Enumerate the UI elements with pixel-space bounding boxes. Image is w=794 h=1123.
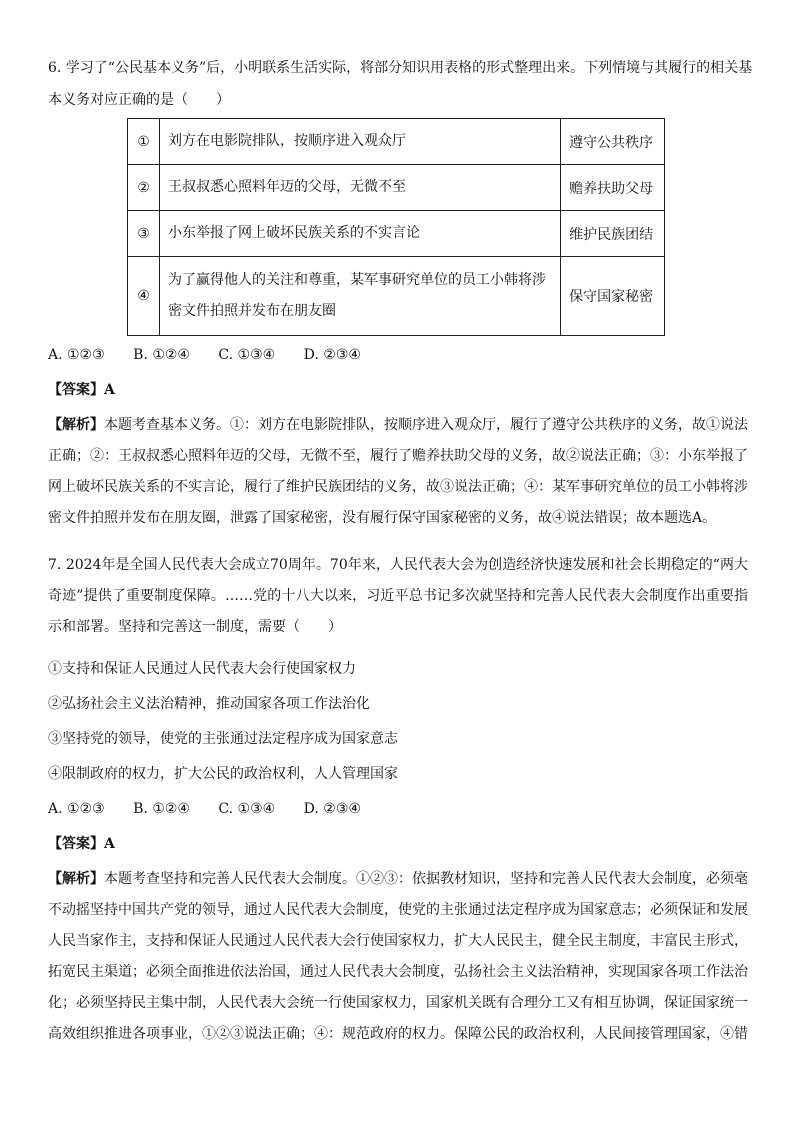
situation-cell: 王叔叔悉心照料年迈的父母，无微不至 (159, 165, 560, 211)
analysis-label: 【解析】 (48, 871, 104, 887)
q6-answer (48, 380, 115, 400)
option-d: D. ②③④ (303, 801, 361, 817)
q7-item-3: ③坚持党的领导，使党的主张通过法定程序成为国家意志 (48, 731, 398, 747)
answer-value: A (104, 382, 115, 398)
analysis-text: 本题考查坚持和完善人民代表大会制度。①②③：依据教材知识，坚持和完善人民代表大会制度，必须毫不动摇坚持中国共产党的领导，通过人民代表大会制度，使党的主张通过法定程序成为国家意志；必须保证和发展人民当家作主，支持和保证人民通过人民代表大会行使国家权力，扩大人民民主，健全民主制度，丰富民主形式，拓宽民主渠道；必须全面推进依法治国，通过人民代表大会制度，弘扬社会主义法治精神，实现国家各项工作法治化；必须坚持民主集中制，人民代表大会统一行使国家权力，国家机关既有合理分工又有相互协调，保证国家统一高效组织推进各项事业，①②③说法正确；④：规范政府的权力。保障公民的政治权利，人民间接管理国家，④错 (48, 871, 748, 1042)
option-c: C. ①③④ (218, 347, 276, 363)
option-a: A. ①②③ (48, 801, 105, 817)
option-b: B. ①②④ (133, 347, 190, 363)
q7-options (48, 799, 385, 819)
row-number: ② (128, 165, 160, 211)
row-number: ① (128, 119, 160, 165)
option-a: A. ①②③ (48, 347, 105, 363)
analysis-text: 本题考查基本义务。①：刘方在电影院排队，按顺序进入观众厅，履行了遵守公共秩序的义务，故①说法正确；②：王叔叔悉心照料年迈的父母，无微不至，履行了赡养扶助父母的义务，故②说法正确；③：小东举报了网上破坏民族关系的不实言论，履行了维护民族团结的义务，故③说法正确；④：某军事研究单位的员工小韩将涉密文件拍照并发布在朋友圈，泄露了国家秘密，没有履行保守国家秘密的义务，故④说法错误；故本题选A。 (48, 417, 748, 526)
answer-value: A (104, 836, 115, 852)
analysis-label: 【解析】 (48, 417, 104, 433)
option-b: B. ①②④ (133, 801, 190, 817)
duty-cell: 赡养扶助父母 (561, 165, 665, 211)
situation-cell: 刘方在电影院排队，按顺序进入观众厅 (159, 119, 560, 165)
q6-analysis (48, 410, 748, 534)
table-row (128, 119, 665, 165)
q6-table (127, 118, 665, 336)
q7-stem: 7. 2024年是全国人民代表大会成立70周年。70年来，人民代表大会为创造经济快速发展和社会长期稳定的“两大奇迹”提供了重要制度保障。……党的十八大以来，习近平总书记多次就坚持和完善人民代表大会制度作出重要指示和部署。坚持和完善这一制度，需要（ ） (48, 557, 748, 635)
table-row (128, 211, 665, 257)
q7-answer (48, 834, 115, 854)
duty-cell: 保守国家秘密 (561, 257, 665, 336)
q7-item-1: ①支持和保证人民通过人民代表大会行使国家权力 (48, 661, 356, 677)
table-row (128, 165, 665, 211)
duty-cell: 维护民族团结 (561, 211, 665, 257)
situation-cell: 小东举报了网上破坏民族关系的不实言论 (159, 211, 560, 257)
q7-analysis (48, 864, 748, 1050)
row-number: ③ (128, 211, 160, 257)
q6-stem-line1: 6. 学习了“公民基本义务”后，小明联系生活实际，将部分知识用表格的形式整理出来。下列情境与其履行的相关基 (48, 60, 753, 76)
q7-item-2: ②弘扬社会主义法治精神，推动国家各项工作法治化 (48, 696, 370, 712)
duty-cell: 遵守公共秩序 (561, 119, 665, 165)
row-number: ④ (128, 257, 160, 336)
situation-cell: 为了赢得他人的关注和尊重，某军事研究单位的员工小韩将涉密文件拍照并发布在朋友圈 (159, 257, 560, 336)
q6-stem-line2: 本义务对应正确的是（ ） (48, 92, 230, 108)
q7-item-4: ④限制政府的权力，扩大公民的政治权利，人人管理国家 (48, 766, 398, 782)
table-row (128, 257, 665, 336)
answer-label: 【答案】 (48, 836, 104, 852)
option-d: D. ②③④ (303, 347, 361, 363)
option-c: C. ①③④ (218, 801, 276, 817)
answer-label: 【答案】 (48, 382, 104, 398)
q6-options (48, 345, 385, 365)
